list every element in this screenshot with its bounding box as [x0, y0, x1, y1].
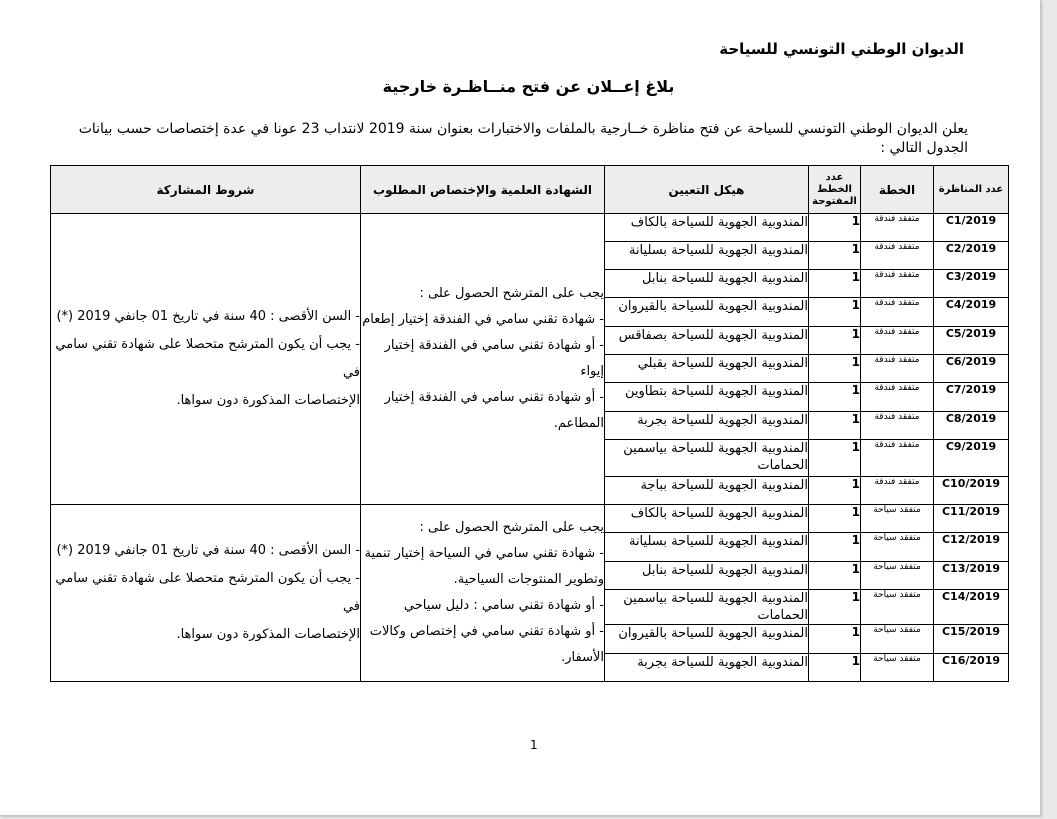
- plan-name: متفقد فندقة: [861, 270, 934, 298]
- participation-conditions: [51, 214, 361, 505]
- competition-code: C4/2019: [934, 298, 1009, 327]
- qualification-line: المطاعم.: [553, 416, 604, 431]
- qualification-line: - أو شهادة تقني سامي في الفندقة إختيار إيواء: [384, 338, 604, 379]
- assignment-structure: المندوبية الجهوية للسياحة بياسمين الحمامات: [605, 590, 809, 625]
- open-positions-count: 1: [809, 327, 861, 355]
- qualification-line: يجب على المترشح الحصول على :: [419, 520, 604, 535]
- plan-name: متفقد فندقة: [861, 355, 934, 383]
- header-plan: الخطة: [861, 166, 934, 214]
- open-positions-count: 1: [809, 477, 861, 505]
- plan-name: متفقد سياحة: [861, 562, 934, 590]
- condition-line: - السن الأقصى : 40 سنة في تاريخ 01 جانفي 2019 (*): [56, 543, 360, 558]
- assignment-structure: المندوبية الجهوية للسياحة بالكاف: [605, 214, 809, 242]
- competition-code: C16/2019: [934, 654, 1009, 682]
- open-positions-count: 1: [809, 412, 861, 440]
- announcement-title: بلاغ إعــلان عن فتح منــاظـرة خارجية: [382, 77, 675, 96]
- qualification-line: - أو شهادة تقني سامي في إختصاص وكالات: [369, 624, 604, 639]
- plan-name: متفقد سياحة: [861, 533, 934, 562]
- open-positions-count: 1: [809, 440, 861, 477]
- assignment-structure: المندوبية الجهوية للسياحة بتطاوين: [605, 383, 809, 412]
- table-row: [51, 214, 1009, 242]
- open-positions-count: 1: [809, 383, 861, 412]
- competitions-table: [50, 165, 1009, 682]
- qualification-line: الأسفار.: [561, 650, 604, 665]
- competition-code: C15/2019: [934, 625, 1009, 654]
- plan-name: متفقد فندقة: [861, 440, 934, 477]
- plan-name: متفقد سياحة: [861, 505, 934, 533]
- competition-code: C13/2019: [934, 562, 1009, 590]
- condition-line: - يجب أن يكون المترشح متحصلا على شهادة تقني سامي في: [55, 571, 360, 614]
- assignment-structure: المندوبية الجهوية للسياحة بسليانة: [605, 533, 809, 562]
- competition-code: C11/2019: [934, 505, 1009, 533]
- condition-line: - السن الأقصى : 40 سنة في تاريخ 01 جانفي 2019 (*): [56, 309, 360, 324]
- assignment-structure: المندوبية الجهوية للسياحة بجربة: [605, 654, 809, 682]
- assignment-structure: المندوبية الجهوية للسياحة بالقيروان: [605, 625, 809, 654]
- open-positions-count: 1: [809, 355, 861, 383]
- required-qualification: [361, 505, 605, 682]
- competition-code: C14/2019: [934, 590, 1009, 625]
- plan-name: متفقد فندقة: [861, 242, 934, 270]
- header-qualification: الشهادة العلمية والإختصاص المطلوب: [361, 166, 605, 214]
- assignment-structure: المندوبية الجهوية للسياحة بنابل: [605, 562, 809, 590]
- plan-name: متفقد فندقة: [861, 214, 934, 242]
- plan-name: متفقد سياحة: [861, 625, 934, 654]
- open-positions-count: 1: [809, 505, 861, 533]
- competition-code: C8/2019: [934, 412, 1009, 440]
- competition-code: C6/2019: [934, 355, 1009, 383]
- plan-name: متفقد فندقة: [861, 412, 934, 440]
- participation-conditions: [51, 505, 361, 682]
- open-positions-count: 1: [809, 242, 861, 270]
- header-count: عدد الخطط المفتوحة: [809, 166, 861, 214]
- qualification-line: - أو شهادة تقني سامي : دليل سياحي: [403, 598, 604, 613]
- open-positions-count: 1: [809, 654, 861, 682]
- condition-line: الإختصاصات المذكورة دون سواها.: [176, 393, 360, 408]
- header-code: عدد المناظرة: [934, 166, 1009, 214]
- table-row: [51, 505, 1009, 533]
- plan-name: متفقد فندقة: [861, 477, 934, 505]
- assignment-structure: المندوبية الجهوية للسياحة بالقيروان: [605, 298, 809, 327]
- competition-code: C7/2019: [934, 383, 1009, 412]
- header-conditions: شروط المشاركة: [51, 166, 361, 214]
- qualification-line: وتطوير المنتوجات السياحية.: [453, 572, 604, 587]
- open-positions-count: 1: [809, 625, 861, 654]
- table-header-row: [51, 166, 1009, 214]
- assignment-structure: المندوبية الجهوية للسياحة بقبلي: [605, 355, 809, 383]
- competition-code: C3/2019: [934, 270, 1009, 298]
- assignment-structure: المندوبية الجهوية للسياحة بسليانة: [605, 242, 809, 270]
- required-qualification: [361, 214, 605, 505]
- plan-name: متفقد فندقة: [861, 327, 934, 355]
- open-positions-count: 1: [809, 533, 861, 562]
- intro-paragraph: يعلن الديوان الوطني التونسي للسياحة عن فتح مناظرة خــارجية بالملفات والاختبارات بعنوان سنة 2019 لانتداب 23 عونا في عدة إختصاصات حسب بيانات الجدول التالي :: [78, 121, 968, 156]
- competition-code: C2/2019: [934, 242, 1009, 270]
- assignment-structure: المندوبية الجهوية للسياحة بياسمين الحمامات: [605, 440, 809, 477]
- plan-name: متفقد فندقة: [861, 383, 934, 412]
- competition-code: C10/2019: [934, 477, 1009, 505]
- competition-code: C5/2019: [934, 327, 1009, 355]
- assignment-structure: المندوبية الجهوية للسياحة بباجة: [605, 477, 809, 505]
- competition-code: C1/2019: [934, 214, 1009, 242]
- qualification-line: - شهادة تقني سامي في الفندقة إختيار إطعام: [362, 312, 604, 327]
- open-positions-count: 1: [809, 214, 861, 242]
- plan-name: متفقد فندقة: [861, 298, 934, 327]
- organization-name: الديوان الوطني التونسي للسياحة: [719, 40, 964, 58]
- condition-line: الإختصاصات المذكورة دون سواها.: [176, 627, 360, 642]
- assignment-structure: المندوبية الجهوية للسياحة بالكاف: [605, 505, 809, 533]
- condition-line: - يجب أن يكون المترشح متحصلا على شهادة تقني سامي في: [55, 337, 360, 380]
- qualification-line: يجب على المترشح الحصول على :: [419, 286, 604, 301]
- assignment-structure: المندوبية الجهوية للسياحة بجربة: [605, 412, 809, 440]
- open-positions-count: 1: [809, 270, 861, 298]
- assignment-structure: المندوبية الجهوية للسياحة بنابل: [605, 270, 809, 298]
- qualification-line: - أو شهادة تقني سامي في الفندقة إختيار: [384, 390, 604, 405]
- competition-code: C12/2019: [934, 533, 1009, 562]
- open-positions-count: 1: [809, 590, 861, 625]
- competition-code: C9/2019: [934, 440, 1009, 477]
- open-positions-count: 1: [809, 562, 861, 590]
- header-structure: هيكل التعيين: [605, 166, 809, 214]
- open-positions-count: 1: [809, 298, 861, 327]
- page-number: 1: [530, 738, 538, 752]
- plan-name: متفقد سياحة: [861, 590, 934, 625]
- assignment-structure: المندوبية الجهوية للسياحة بصفاقس: [605, 327, 809, 355]
- plan-name: متفقد سياحة: [861, 654, 934, 682]
- qualification-line: - شهادة تقني سامي في السياحة إختيار تنمية: [364, 546, 604, 561]
